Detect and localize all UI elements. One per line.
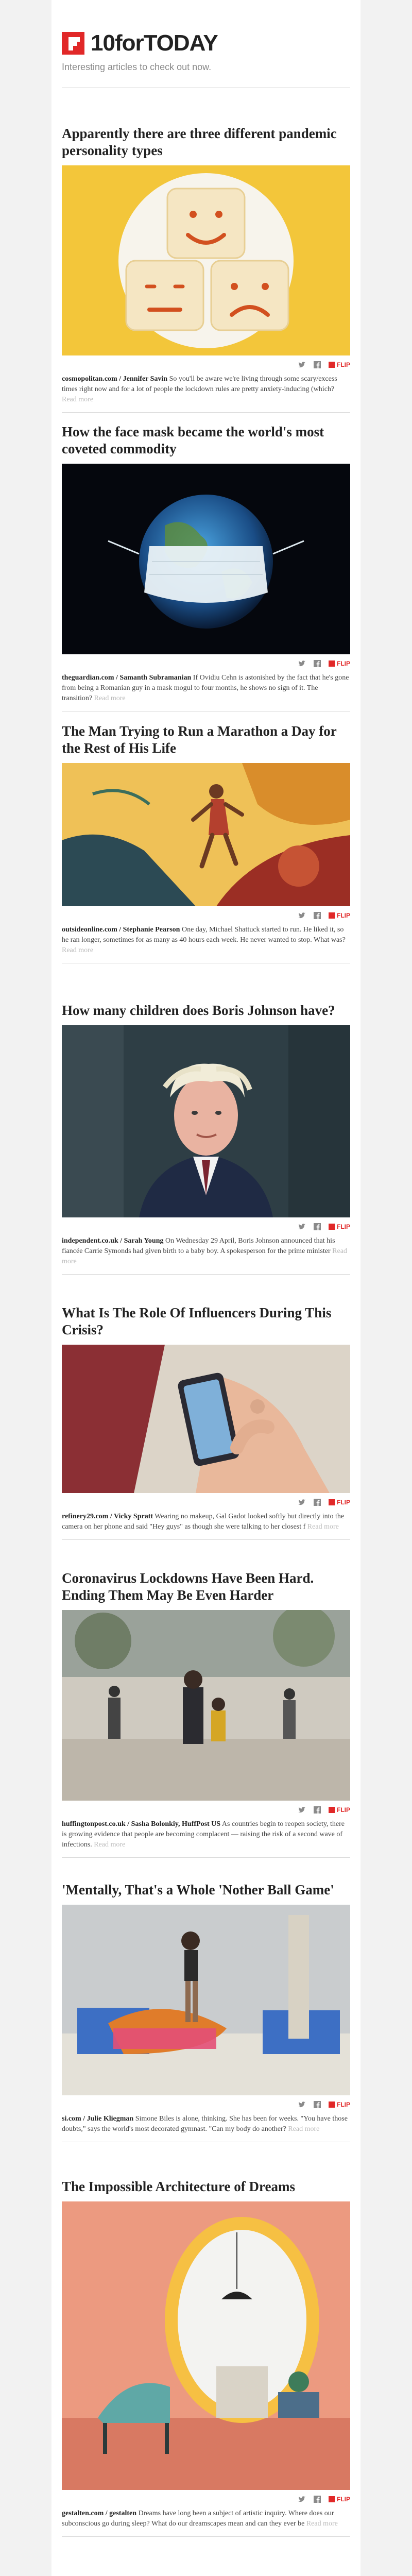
twitter-icon[interactable] <box>298 361 306 369</box>
flip-button[interactable] <box>329 1806 350 1814</box>
article-source[interactable]: refinery29.com / Vicky Spratt <box>62 1513 153 1520</box>
flip-icon <box>329 1224 335 1230</box>
article-headline[interactable]: How the face mask became the world's most coveted commodity <box>62 424 324 456</box>
flip-label: FLIP <box>337 2496 350 2503</box>
facebook-icon[interactable] <box>313 911 321 920</box>
article-excerpt: Dreams have long been a subject of artistic inquiry. Where does our subconscious go during sleep? What do our dreamscapes mean and can they ever be <box>62 2510 334 2528</box>
share-actions <box>62 2095 350 2114</box>
article-summary <box>62 925 350 963</box>
facebook-icon[interactable] <box>313 659 321 668</box>
article-source[interactable]: si.com / Julie Kliegman <box>62 2115 134 2123</box>
article-image[interactable] <box>62 2201 350 2490</box>
article-source[interactable]: theguardian.com / Samanth Subramanian <box>62 674 192 682</box>
article-card <box>62 423 350 711</box>
flip-icon <box>329 660 335 667</box>
flip-label: FLIP <box>337 660 350 667</box>
article-headline[interactable]: 'Mentally, That's a Whole 'Nother Ball Game' <box>62 1882 334 1897</box>
article-card <box>62 1304 350 1540</box>
flip-icon <box>329 2102 335 2108</box>
flip-label: FLIP <box>337 1806 350 1814</box>
read-more-link[interactable]: Read more <box>306 2520 338 2528</box>
article-summary <box>62 1236 350 1275</box>
article-summary <box>62 673 350 711</box>
article-excerpt: Wearing no makeup, Gal Gadot looked softly but directly into the camera on her phone and said "Hey guys" as though she were talking to her closest f <box>62 1513 345 1531</box>
article-image[interactable] <box>62 1905 350 2095</box>
flip-button[interactable] <box>329 2496 350 2503</box>
article-image[interactable] <box>62 165 350 355</box>
article-source[interactable]: gestalten.com / gestalten <box>62 2510 137 2517</box>
brand[interactable] <box>62 30 350 57</box>
facebook-icon[interactable] <box>313 1223 321 1231</box>
article-summary <box>62 1512 350 1540</box>
flip-label: FLIP <box>337 361 350 368</box>
flipboard-logo-icon <box>62 32 84 55</box>
read-more-link[interactable]: Read more <box>288 2125 320 2133</box>
article-image[interactable] <box>62 1610 350 1801</box>
flip-button[interactable] <box>329 361 350 368</box>
article-excerpt: So you'll be aware we're living through some scary/excess times right now and for a lot of people the lockdown rules are pretty anxiety-inducing (which? <box>62 375 337 393</box>
article-image[interactable] <box>62 1345 350 1493</box>
flip-button[interactable] <box>329 2101 350 2108</box>
brand-title <box>91 30 218 56</box>
article-summary <box>62 2114 350 2142</box>
facebook-icon[interactable] <box>313 361 321 369</box>
share-actions <box>62 1217 350 1236</box>
flip-label: FLIP <box>337 2101 350 2108</box>
article-summary <box>62 2509 350 2537</box>
article-excerpt: If Ovidiu Cehn is astonished by the fact that he's gone from being a Romanian guy in a mask mogul to four months, he shows no sign of it. The transition? <box>62 674 349 702</box>
share-actions <box>62 1801 350 1819</box>
twitter-icon[interactable] <box>298 2100 306 2109</box>
facebook-icon[interactable] <box>313 2100 321 2109</box>
article-source[interactable]: cosmopolitan.com / Jennifer Savin <box>62 375 168 383</box>
article-card <box>62 1882 350 2142</box>
article-headline[interactable]: The Impossible Architecture of Dreams <box>62 2179 295 2194</box>
article-headline[interactable]: The Man Trying to Run a Marathon a Day for the Rest of His Life <box>62 723 337 756</box>
twitter-icon[interactable] <box>298 659 306 668</box>
article-headline[interactable]: How many children does Boris Johnson have? <box>62 1003 335 1018</box>
flip-icon <box>329 1807 335 1813</box>
article-headline[interactable]: Apparently there are three different pandemic personality types <box>62 126 337 158</box>
share-actions <box>62 2490 350 2509</box>
article-card <box>62 1570 350 1858</box>
flip-icon <box>329 362 335 368</box>
article-headline[interactable]: Coronavirus Lockdowns Have Been Hard. Ending Them May Be Even Harder <box>62 1570 314 1603</box>
read-more-link[interactable]: Read more <box>94 1841 126 1849</box>
brand-title-prefix: 10for <box>91 30 144 56</box>
article-source[interactable]: huffingtonpost.co.uk / Sasha Bolonkiy, HuffPost US <box>62 1820 221 1828</box>
article-image[interactable] <box>62 1025 350 1217</box>
email-header <box>62 0 350 88</box>
read-more-link[interactable]: Read more <box>307 1523 339 1531</box>
flip-button[interactable] <box>329 1223 350 1230</box>
flip-button[interactable] <box>329 1499 350 1506</box>
flip-icon <box>329 912 335 919</box>
flip-button[interactable] <box>329 912 350 919</box>
twitter-icon[interactable] <box>298 1806 306 1814</box>
article-card <box>62 2178 350 2537</box>
facebook-icon[interactable] <box>313 2495 321 2503</box>
article-source[interactable]: outsideonline.com / Stephanie Pearson <box>62 926 180 934</box>
article-summary <box>62 1819 350 1858</box>
flip-label: FLIP <box>337 1499 350 1506</box>
read-more-link[interactable]: Read more <box>62 396 94 403</box>
brand-title-today: TODAY <box>143 30 218 56</box>
read-more-link[interactable]: Read more <box>62 946 94 954</box>
share-actions <box>62 654 350 673</box>
article-image[interactable] <box>62 464 350 654</box>
article-summary <box>62 374 350 413</box>
article-card <box>62 1002 350 1275</box>
facebook-icon[interactable] <box>313 1498 321 1506</box>
share-actions <box>62 906 350 925</box>
flip-icon <box>329 1499 335 1505</box>
read-more-link[interactable]: Read more <box>94 694 126 702</box>
flip-icon <box>329 2496 335 2502</box>
flip-label: FLIP <box>337 912 350 919</box>
flip-button[interactable] <box>329 660 350 667</box>
article-headline[interactable]: What Is The Role Of Influencers During This Crisis? <box>62 1305 332 1337</box>
read-more-link[interactable]: Read more <box>62 1247 347 1265</box>
share-actions <box>62 1493 350 1512</box>
article-excerpt: As countries begin to reopen society, there is growing evidence that people are becoming complacent — raising the risk of a second wave of infections. <box>62 1820 345 1849</box>
facebook-icon[interactable] <box>313 1806 321 1814</box>
article-excerpt: On Wednesday 29 April, Boris Johnson announced that his fiancée Carrie Symonds had given birth to a baby boy. A spokesperson for the prime minister <box>62 1237 335 1255</box>
article-excerpt: One day, Michael Shattuck started to run. He liked it, so he ran longer, sometimes for as many as 40 hours each week. He never wanted to stop. What was? <box>62 926 346 944</box>
twitter-icon[interactable] <box>298 1498 306 1506</box>
twitter-icon[interactable] <box>298 911 306 920</box>
article-card <box>62 125 350 413</box>
article-source[interactable]: independent.co.uk / Sarah Young <box>62 1237 164 1245</box>
twitter-icon[interactable] <box>298 2495 306 2503</box>
tagline: Interesting articles to check out now. <box>62 62 212 72</box>
flip-label: FLIP <box>337 1223 350 1230</box>
article-card <box>62 723 350 963</box>
twitter-icon[interactable] <box>298 1223 306 1231</box>
share-actions <box>62 355 350 374</box>
article-excerpt: Simone Biles is alone, thinking. She has been for weeks. "You have those doubts," says the world's most decorated gymnast. "Can my body do another? <box>62 2115 348 2133</box>
article-image[interactable] <box>62 763 350 906</box>
